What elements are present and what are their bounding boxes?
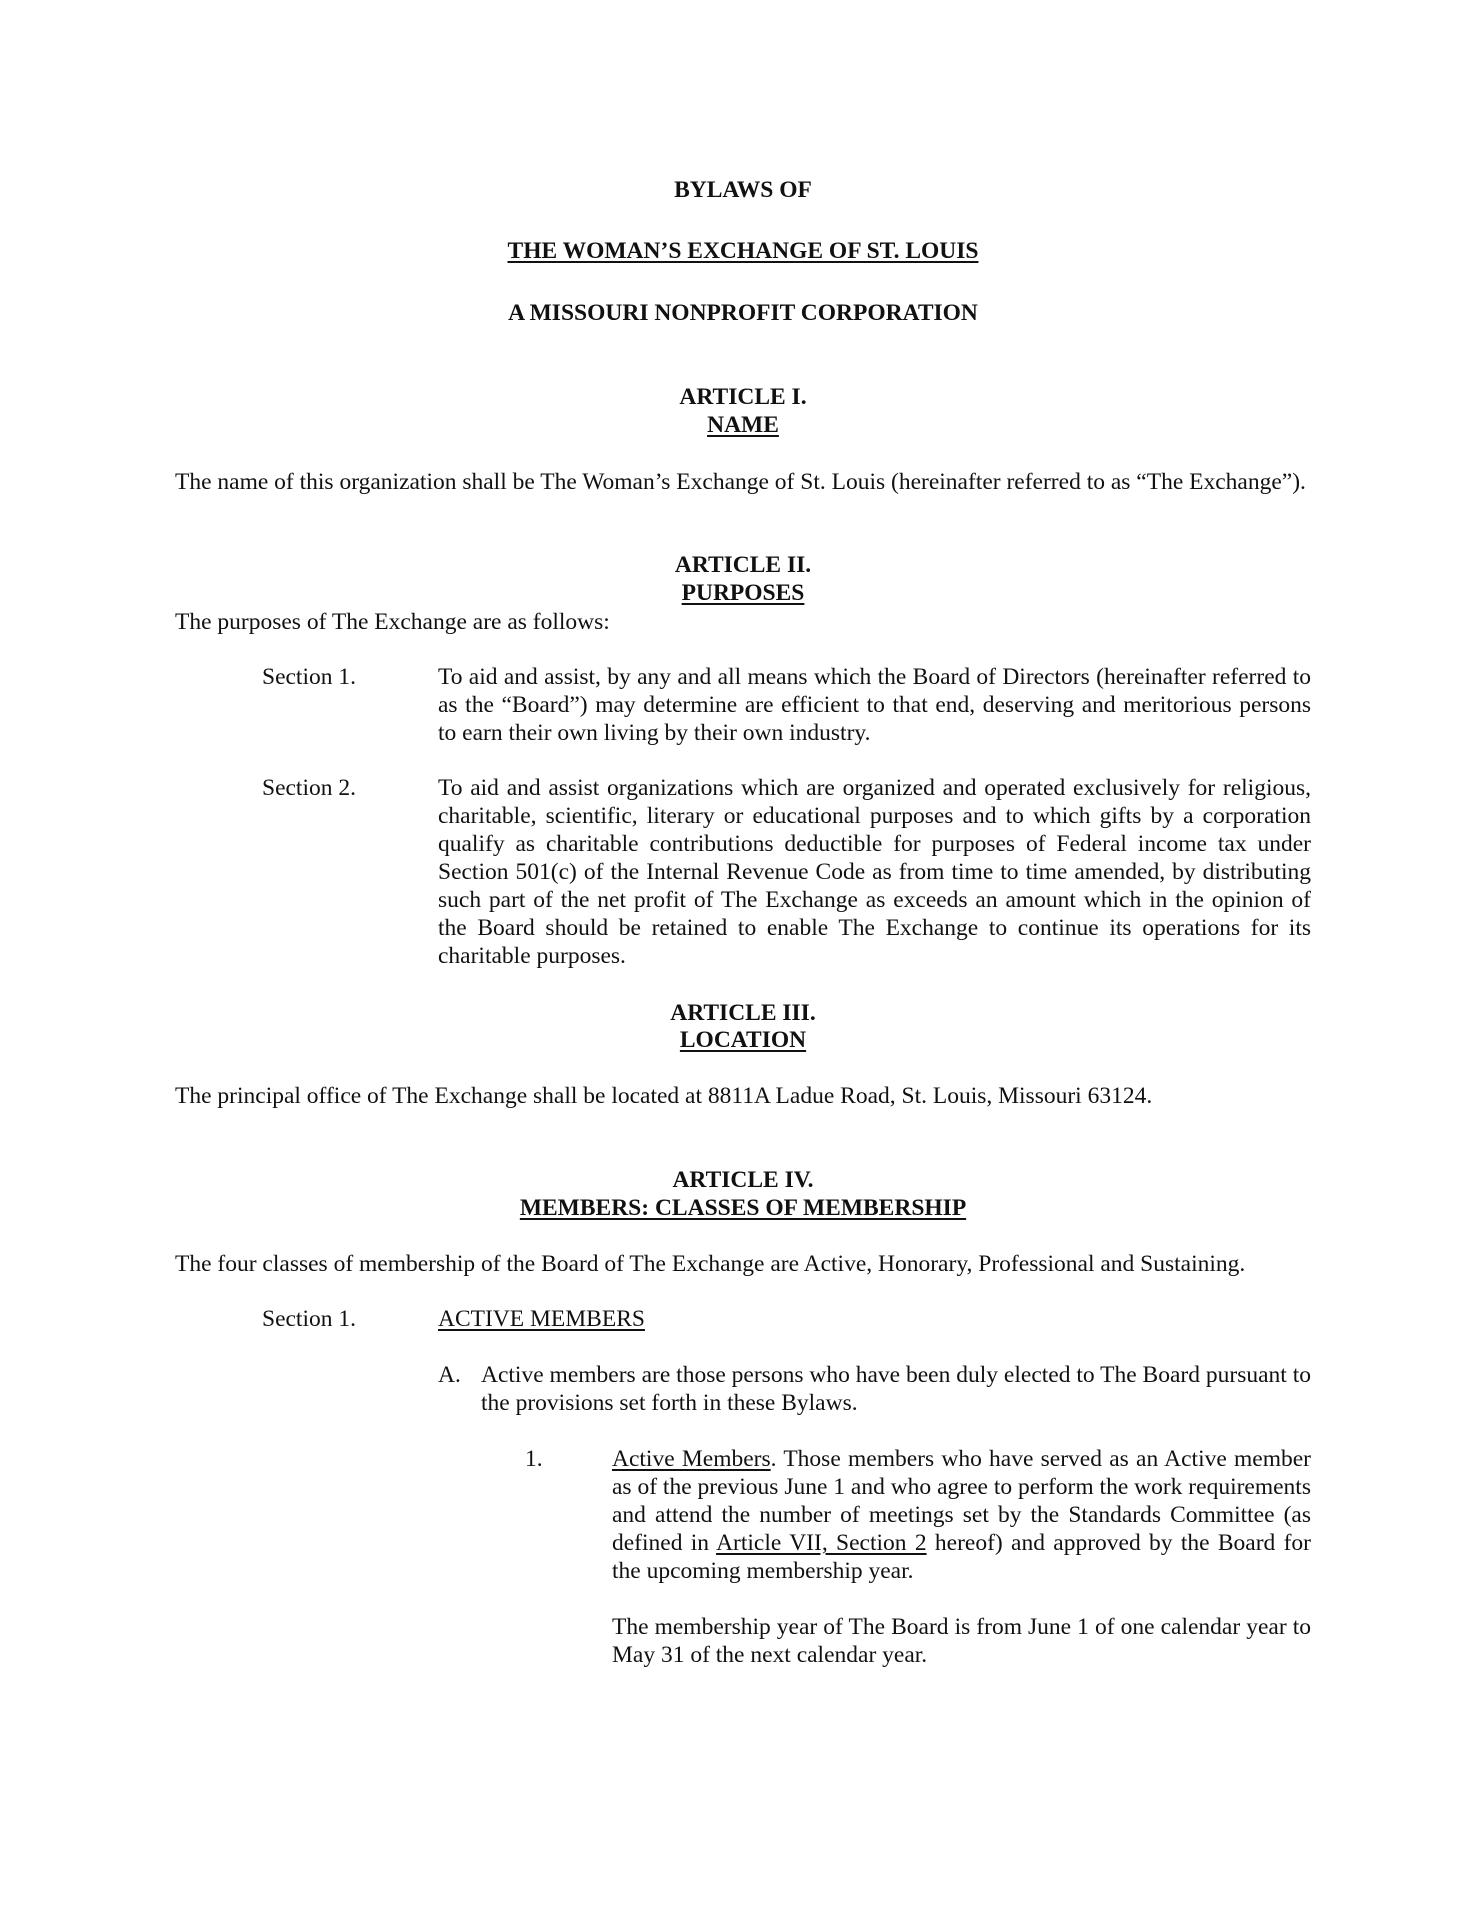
article-2-intro: The purposes of The Exchange are as follows: [175, 609, 610, 635]
item-text: Active members are those persons who have been duly elected to The Board pursuant to the provisions set forth in these Bylaws. [481, 1362, 1311, 1416]
article-4-intro: The four classes of membership of the Board of The Exchange are Active, Honorary, Professional and Sustaining. [175, 1251, 1246, 1277]
item-text-part: hereof) and approved by the Board for the upcoming membership year. [612, 1530, 1312, 1584]
article-4-heading: ARTICLE IV. [672, 1167, 814, 1193]
article-3-text: The principal office of The Exchange shall be located at 8811A Ladue Road, St. Louis, Missouri 63124. [175, 1083, 1153, 1109]
article-2-heading: ARTICLE II. [674, 552, 812, 578]
section-label: Section 2. [262, 775, 356, 801]
document-title: BYLAWS OF [674, 177, 812, 203]
cross-reference: Article VII, Section 2 [716, 1530, 927, 1556]
organization-name: THE WOMAN’S EXCHANGE OF ST. LOUIS [507, 238, 979, 264]
section-text: To aid and assist organizations which are organized and operated exclusively for religious, charitable, scientific, literary or educational purposes and to which gifts by a corporation qualify as charitable contributions deductible for purposes of Federal income tax under Section 501(c) of the Internal Revenue Code as from time to time amended, by distributing such part of the net profit of The Exchange as exceeds an amount which in the opinion of the Board should be retained to enable The Exchange to continue its operations for its charitable purposes. [438, 775, 1311, 969]
article-1-text: The name of this organization shall be The Woman’s Exchange of St. Louis (hereinafter referred to as “The Exchange”). [175, 469, 1306, 495]
article-1-subheading: NAME [707, 412, 779, 438]
corporation-type: A MISSOURI NONPROFIT CORPORATION [508, 300, 978, 326]
article-2-subheading: PURPOSES [681, 580, 805, 606]
item-label: A. [438, 1362, 461, 1388]
item-label: 1. [525, 1446, 543, 1472]
membership-year-text: The membership year of The Board is from June 1 of one calendar year to May 31 of the next calendar year. [612, 1614, 1311, 1668]
article-3-subheading: LOCATION [679, 1027, 807, 1053]
term-active-members: Active Members [612, 1446, 771, 1472]
section-title: ACTIVE MEMBERS [438, 1306, 645, 1332]
article-3-heading: ARTICLE III. [670, 1000, 816, 1026]
item-text-part: . Those members who have served as an Active member as of the previous June 1 and who agree to perform the work requirements and attend the number of meetings set by the Standards Committee (as defined in [612, 1446, 1312, 1556]
item-text [612, 1445, 1311, 1585]
section-label: Section 1. [262, 664, 356, 690]
article-4-subheading: MEMBERS: CLASSES OF MEMBERSHIP [519, 1195, 967, 1221]
section-text: To aid and assist, by any and all means which the Board of Directors (hereinafter referred to as the “Board”) may determine are efficient to that end, deserving and meritorious persons to earn their own living by their own industry. [438, 664, 1311, 746]
section-label: Section 1. [262, 1306, 356, 1332]
article-1-heading: ARTICLE I. [679, 384, 807, 410]
